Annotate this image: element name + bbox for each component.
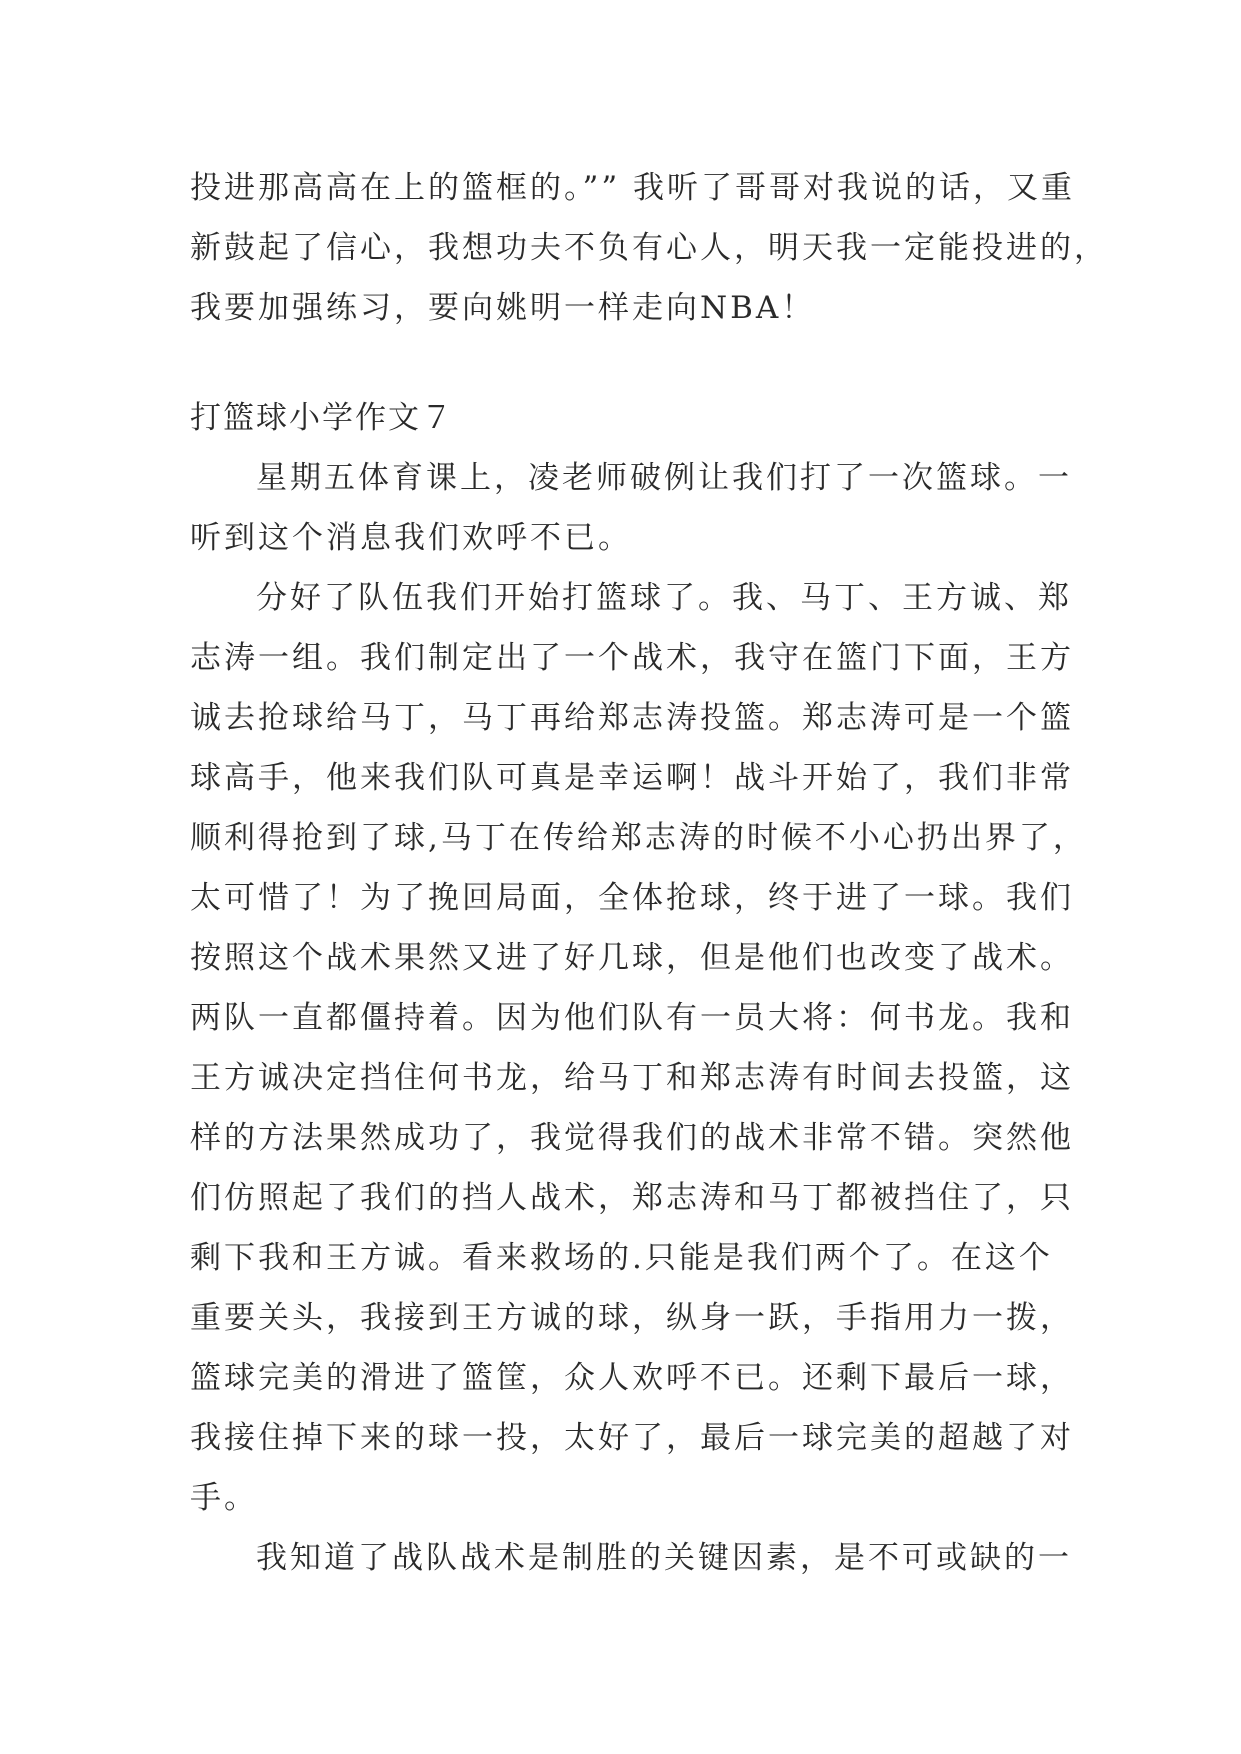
text-line: 星期五体育课上，凌老师破例让我们打了一次篮球。一 — [256, 460, 1072, 496]
text-line: 重要关头，我接到王方诚的球，纵身一跃，手指用力一拨， — [190, 1300, 1074, 1336]
text-line: 王方诚决定挡住何书龙，给马丁和郑志涛有时间去投篮，这 — [190, 1060, 1074, 1096]
section-title: 打篮球小学作文７ — [190, 400, 454, 436]
text-line: 志涛一组。我们制定出了一个战术，我守在篮门下面，王方 — [190, 640, 1074, 676]
intro-paragraph — [190, 158, 1108, 338]
paragraph-1 — [190, 448, 1072, 568]
text-line: 球高手，他来我们队可真是幸运啊！战斗开始了，我们非常 — [190, 760, 1074, 796]
text-line: 顺利得抢到了球,马丁在传给郑志涛的时候不小心扔出界了， — [190, 820, 1087, 856]
text-line: 太可惜了！为了挽回局面，全体抢球，终于进了一球。我们 — [190, 880, 1074, 916]
text-line: 剩下我和王方诚。看来救场的.只能是我们两个了。在这个 — [190, 1240, 1053, 1276]
text-line: 我要加强练习，要向姚明一样走向NBA！ — [190, 290, 816, 326]
text-line: 样的方法果然成功了，我觉得我们的战术非常不错。突然他 — [190, 1120, 1074, 1156]
text-line: 按照这个战术果然又进了好几球，但是他们也改变了战术。 — [190, 940, 1074, 976]
text-line: 分好了队伍我们开始打篮球了。我、马丁、王方诚、郑 — [256, 580, 1072, 616]
text-line: 听到这个消息我们欢呼不已。 — [190, 520, 632, 556]
text-line: 我知道了战队战术是制胜的关键因素，是不可或缺的一 — [256, 1540, 1072, 1576]
document-body — [190, 158, 1108, 1588]
text-line: 手。 — [190, 1480, 258, 1516]
text-line: 们仿照起了我们的挡人战术，郑志涛和马丁都被挡住了，只 — [190, 1180, 1074, 1216]
text-line: 篮球完美的滑进了篮筐，众人欢呼不已。还剩下最后一球， — [190, 1360, 1074, 1396]
text-line: 诚去抢球给马丁，马丁再给郑志涛投篮。郑志涛可是一个篮 — [190, 700, 1074, 736]
text-line: 新鼓起了信心，我想功夫不负有心人，明天我一定能投进的， — [190, 230, 1108, 266]
text-line: 我接住掉下来的球一投，太好了，最后一球完美的超越了对 — [190, 1420, 1074, 1456]
paragraph-2 — [190, 568, 1087, 1528]
text-line: 投进那高高在上的篮框的。”” 我听了哥哥对我说的话，又重 — [190, 170, 1076, 206]
text-line: 两队一直都僵持着。因为他们队有一员大将：何书龙。我和 — [190, 1000, 1074, 1036]
paragraph-3 — [190, 1528, 1072, 1588]
